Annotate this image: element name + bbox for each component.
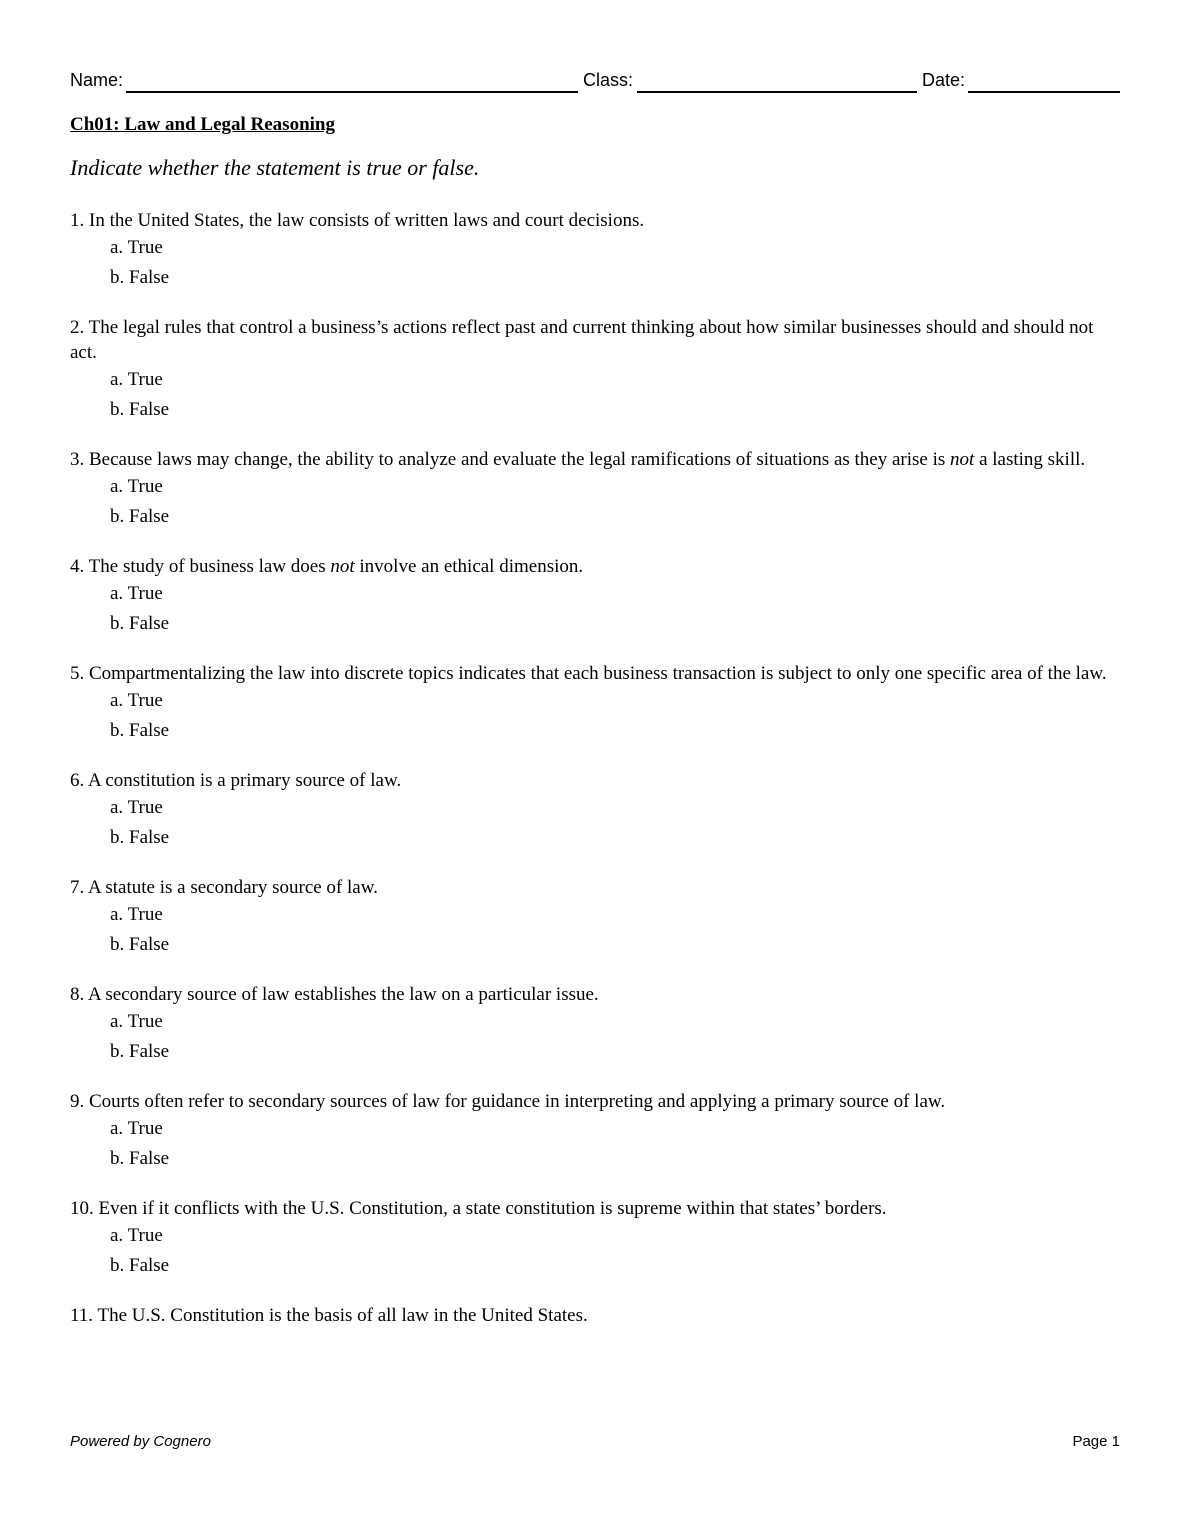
question-text-segment: Compartmentalizing the law into discrete topics indicates that each business transaction is subject to only one specific area of the law. — [89, 663, 1107, 684]
question-item — [70, 1089, 1120, 1174]
answer-option-true[interactable] — [110, 900, 1120, 930]
option-label: False — [129, 267, 170, 288]
option-letter: a. — [110, 476, 124, 497]
question-text-segment: The legal rules that control a business’s actions reflect past and current thinking about how similar businesses should and should not act. — [70, 317, 1094, 363]
question-item — [70, 875, 1120, 960]
question-emphasis: not — [950, 449, 975, 470]
answer-option-false[interactable] — [110, 823, 1120, 853]
option-letter: a. — [110, 690, 124, 711]
option-label: True — [127, 904, 163, 925]
answer-option-false[interactable] — [110, 502, 1120, 532]
option-letter: b. — [110, 1041, 125, 1062]
option-label: False — [129, 613, 170, 634]
question-text-segment: Even if it conflicts with the U.S. Constitution, a state constitution is supreme within that states’ borders. — [98, 1198, 887, 1219]
option-letter: a. — [110, 369, 124, 390]
question-text-segment: Because laws may change, the ability to analyze and evaluate the legal ramifications of situations as they arise is — [89, 449, 951, 470]
option-letter: b. — [110, 1255, 125, 1276]
question-text-segment: A statute is a secondary source of law. — [87, 877, 378, 898]
name-label: Name: — [70, 70, 124, 90]
answer-option-true[interactable] — [110, 686, 1120, 716]
question-number: 4. — [70, 556, 85, 577]
option-letter: a. — [110, 583, 124, 604]
date-field-line[interactable] — [968, 91, 1120, 93]
option-label: False — [129, 827, 170, 848]
option-label: False — [129, 934, 170, 955]
question-number: 6. — [70, 770, 85, 791]
answer-option-false[interactable] — [110, 1251, 1120, 1281]
option-label: True — [127, 369, 163, 390]
question-number: 9. — [70, 1091, 85, 1112]
page-number: Page 1 — [1072, 1433, 1120, 1450]
question-text — [70, 768, 1120, 793]
option-letter: b. — [110, 399, 125, 420]
answer-option-true[interactable] — [110, 472, 1120, 502]
option-letter: b. — [110, 506, 125, 527]
question-text — [70, 1089, 1120, 1114]
question-text — [70, 982, 1120, 1007]
header-fields — [70, 68, 1120, 96]
question-number: 3. — [70, 449, 85, 470]
answer-option-true[interactable] — [110, 579, 1120, 609]
question-number: 2. — [70, 317, 85, 338]
option-label: True — [127, 1011, 163, 1032]
class-label: Class: — [583, 70, 634, 90]
question-text — [70, 447, 1120, 472]
option-letter: a. — [110, 1118, 124, 1139]
question-number: 1. — [70, 210, 85, 231]
question-number: 10. — [70, 1198, 94, 1219]
option-letter: b. — [110, 720, 125, 741]
option-label: False — [129, 1148, 170, 1169]
question-item — [70, 982, 1120, 1067]
question-text — [70, 661, 1120, 686]
question-item — [70, 554, 1120, 639]
answer-option-true[interactable] — [110, 233, 1120, 263]
question-emphasis: not — [330, 556, 355, 577]
question-text — [70, 208, 1120, 233]
question-item — [70, 315, 1120, 425]
option-label: True — [127, 690, 163, 711]
option-letter: a. — [110, 1225, 124, 1246]
date-label: Date: — [922, 70, 966, 90]
instructions: Indicate whether the statement is true or false. — [70, 155, 480, 180]
question-text — [70, 1303, 1120, 1328]
option-label: False — [129, 1041, 170, 1062]
powered-by-footer: Powered by Cognero — [70, 1433, 211, 1450]
option-label: True — [127, 797, 163, 818]
answer-option-false[interactable] — [110, 716, 1120, 746]
option-letter: b. — [110, 267, 125, 288]
question-item — [70, 768, 1120, 853]
question-text — [70, 315, 1120, 365]
question-text-segment: A secondary source of law establishes the law on a particular issue. — [87, 984, 599, 1005]
answer-option-true[interactable] — [110, 365, 1120, 395]
option-label: True — [127, 583, 163, 604]
option-letter: b. — [110, 934, 125, 955]
option-letter: a. — [110, 1011, 124, 1032]
answer-option-true[interactable] — [110, 793, 1120, 823]
section-title: Ch01: Law and Legal Reasoning — [70, 114, 335, 135]
option-label: False — [129, 506, 170, 527]
option-label: True — [127, 237, 163, 258]
question-item — [70, 447, 1120, 532]
question-number: 11. — [70, 1305, 94, 1326]
answer-option-false[interactable] — [110, 395, 1120, 425]
question-text — [70, 875, 1120, 900]
question-item — [70, 1303, 1120, 1328]
question-text-segment: A constitution is a primary source of law. — [87, 770, 402, 791]
option-letter: a. — [110, 904, 124, 925]
question-text-segment: In the United States, the law consists of written laws and court decisions. — [89, 210, 645, 231]
class-field-line[interactable] — [637, 91, 917, 93]
option-label: False — [129, 399, 170, 420]
question-number: 5. — [70, 663, 85, 684]
question-text — [70, 1196, 1120, 1221]
option-letter: b. — [110, 613, 125, 634]
question-number: 8. — [70, 984, 85, 1005]
answer-option-false[interactable] — [110, 1037, 1120, 1067]
question-list — [70, 208, 1120, 1350]
option-letter: b. — [110, 1148, 125, 1169]
answer-option-false[interactable] — [110, 609, 1120, 639]
answer-option-true[interactable] — [110, 1007, 1120, 1037]
question-item — [70, 208, 1120, 293]
question-number: 7. — [70, 877, 85, 898]
option-label: False — [129, 720, 170, 741]
question-text-segment: involve an ethical dimension. — [354, 556, 584, 577]
answer-option-false[interactable] — [110, 1144, 1120, 1174]
option-letter: a. — [110, 237, 124, 258]
option-label: False — [129, 1255, 170, 1276]
question-text-segment: The U.S. Constitution is the basis of all law in the United States. — [97, 1305, 588, 1326]
question-item — [70, 661, 1120, 746]
option-letter: a. — [110, 797, 124, 818]
answer-option-false[interactable] — [110, 263, 1120, 293]
option-label: True — [127, 476, 163, 497]
answer-option-false[interactable] — [110, 930, 1120, 960]
answer-option-true[interactable] — [110, 1114, 1120, 1144]
question-text-segment: a lasting skill. — [974, 449, 1086, 470]
name-field-line[interactable] — [126, 91, 578, 93]
question-text — [70, 554, 1120, 579]
option-label: True — [127, 1118, 163, 1139]
question-text-segment: The study of business law does — [88, 556, 331, 577]
option-label: True — [127, 1225, 163, 1246]
question-text-segment: Courts often refer to secondary sources of law for guidance in interpreting and applying a primary source of law. — [89, 1091, 946, 1112]
answer-option-true[interactable] — [110, 1221, 1120, 1251]
option-letter: b. — [110, 827, 125, 848]
question-item — [70, 1196, 1120, 1281]
